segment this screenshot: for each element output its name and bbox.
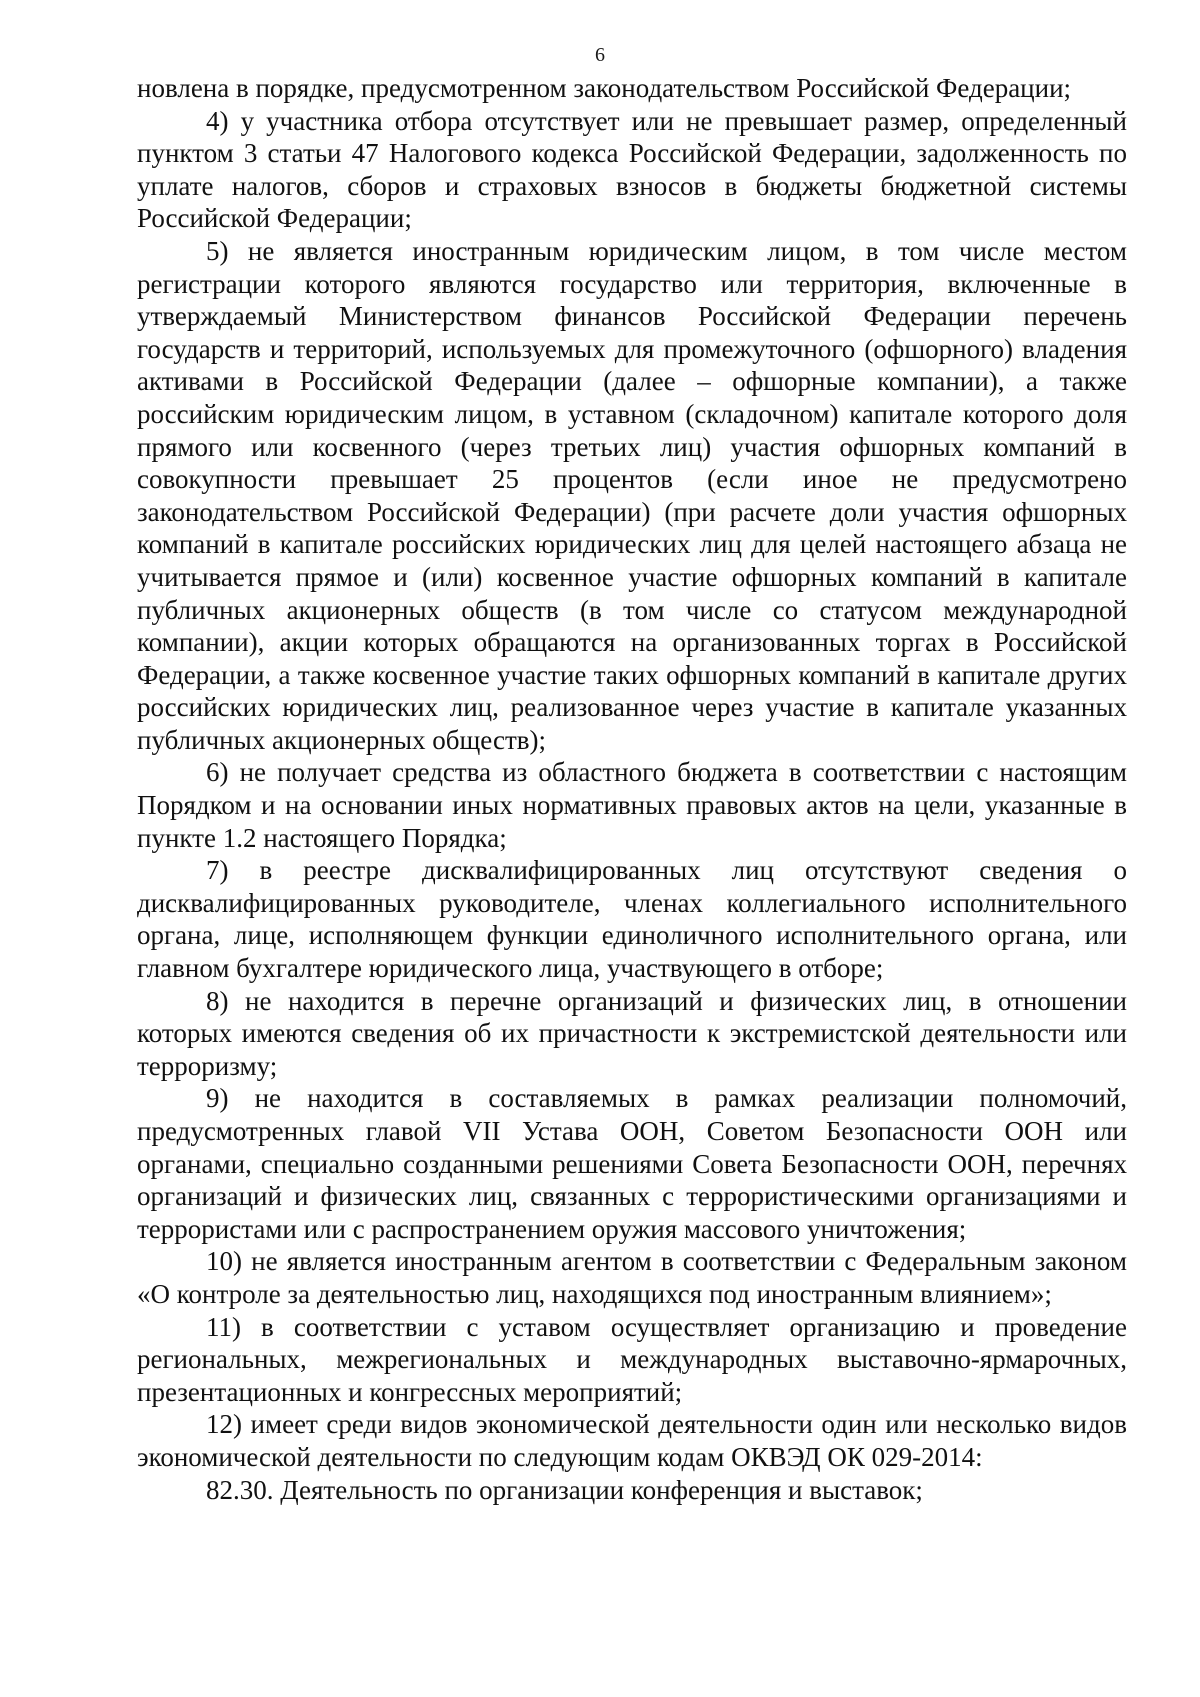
paragraph-okved-code: 82.30. Деятельность по организации конференция и выставок; bbox=[206, 1474, 923, 1505]
paragraph-item-6: 6) не получает средства из областного бюджета в соответствии с настоящим Порядком и на основании иных нормативных правовых актов на цели, указанные в пункте 1.2 настоящего Порядка; bbox=[137, 757, 1127, 853]
paragraph-item-11: 11) в соответствии с уставом осуществляет организацию и проведение региональных, межрегиональных и международных выставочно-ярмарочных, презентационных и конгрессных мероприятий; bbox=[137, 1311, 1127, 1407]
paragraph-item-8: 8) не находится в перечне организаций и физических лиц, в отношении которых имеются сведения об их причастности к экстремистской деятельности или терроризму; bbox=[137, 985, 1127, 1081]
paragraph-continuation: новлена в порядке, предусмотренном законодательством Российской Федерации; bbox=[137, 73, 1072, 103]
paragraph-item-4: 4) у участника отбора отсутствует или не превышает размер, определенный пунктом 3 статьи 47 Налогового кодекса Российской Федерации, задолженность по уплате налогов, сборов и страховых взносов в бюджеты бюджетной системы Российской Федерации; bbox=[137, 105, 1127, 234]
paragraph-item-7: 7) в реестре дисквалифицированных лиц отсутствуют сведения о дисквалифицированных руководителе, членах коллегиального исполнительного органа, лице, исполняющем функции единоличного исполнительного органа, или главном бухгалтере юридического лица, участвующего в отборе; bbox=[137, 855, 1127, 984]
document-body bbox=[137, 72, 1127, 1506]
paragraph-item-10: 10) не является иностранным агентом в соответствии с Федеральным законом «О контроле за деятельностью лиц, находящихся под иностранным влиянием»; bbox=[137, 1246, 1127, 1309]
paragraph-item-5: 5) не является иностранным юридическим лицом, в том числе местом регистрации которого являются государство или территория, включенные в утверждаемый Министерством финансов Российской Федерации перечень государств и территорий, используемых для промежуточного (офшорного) владения активами в Российской Федерации (далее – офшорные компании), а также российским юридическим лицом, в уставном (складочном) капитале которого доля прямого или косвенного (через третьих лиц) участия офшорных компаний в совокупности превышает 25 процентов (если иное не предусмотрено законодательством Российской Федерации) (при расчете доли участия офшорных компаний в капитале российских юридических лиц для целей настоящего абзаца не учитывается прямое и (или) косвенное участие офшорных компаний в капитале публичных акционерных обществ (в том числе со статусом международной компании), акции которых обращаются на организованных торгах в Российской Федерации, а также косвенное участие таких офшорных компаний в капитале других российских юридических лиц, реализованное через участие в капитале указанных публичных акционерных обществ); bbox=[137, 235, 1127, 755]
paragraph-item-12: 12) имеет среди видов экономической деятельности один или несколько видов экономической деятельности по следующим кодам ОКВЭД ОК 029-2014: bbox=[137, 1409, 1127, 1472]
page-number: 6 bbox=[595, 44, 605, 66]
paragraph-item-9: 9) не находится в составляемых в рамках реализации полномочий, предусмотренных главой VII Устава ООН, Советом Безопасности ООН или органами, специально созданными решениями Совета Безопасности ООН, перечнях организаций и физических лиц, связанных с террористическими организациями и террористами или с распространением оружия массового уничтожения; bbox=[137, 1083, 1127, 1244]
